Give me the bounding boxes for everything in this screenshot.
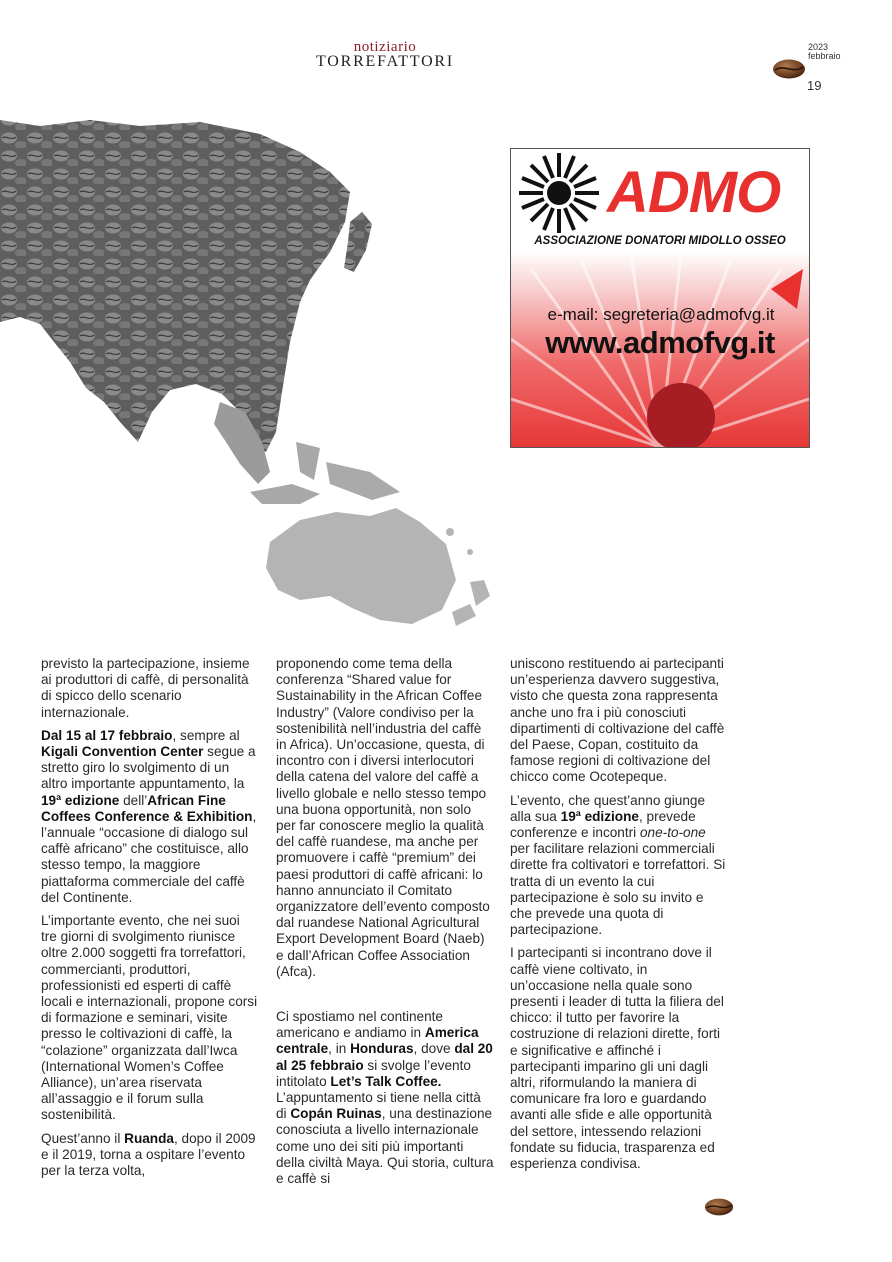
text: dell’ bbox=[119, 792, 148, 808]
paragraph bbox=[41, 1131, 259, 1180]
text: , l’annuale “occasione di dialogo sul caffè africano” che costituisce, allo stesso tempo, la maggiore piattaforma commerciale del caffè del Continente. bbox=[41, 808, 257, 905]
bold-text: Ruanda bbox=[124, 1130, 174, 1146]
text: previsto la partecipazione, insieme ai produttori di caffè, di personalità di spicco dello scenario internazionale. bbox=[41, 656, 250, 720]
text: I partecipanti si incontrano dove il caffè viene coltivato, in un’occasione nella quale sono presenti i leader di tutta la filiera del chicco: il tutto per favorire la costruzione di relazioni dirette, forti e significative e affinché i partecipanti imparino gli uni dagli altri, riformulando la maniera di comunicare fra loro e guardando avanti alle sfide e alle opportunità del settore, intessendo relazioni fondate su fiducia, trasparenza ed esperienza condivisa. bbox=[510, 945, 724, 1172]
paragraph bbox=[510, 945, 726, 1172]
article-column-1 bbox=[41, 656, 259, 1186]
text: , dopo il 2009 e il 2019, torna a ospitare l’evento per la terza volta, bbox=[41, 1130, 256, 1179]
bold-text: African Fine Coffees Conference & Exhibition bbox=[41, 792, 253, 824]
masthead-top: notiziario bbox=[353, 39, 417, 55]
admo-advertisement[interactable] bbox=[510, 148, 810, 448]
paragraph bbox=[510, 793, 726, 939]
coffee-bean-icon bbox=[772, 58, 806, 80]
admo-association: ASSOCIAZIONE DONATORI MIDOLLO OSSEO bbox=[534, 235, 786, 247]
paragraph bbox=[510, 656, 726, 786]
bold-text: 19ª edizione bbox=[560, 808, 639, 824]
paragraph bbox=[276, 656, 494, 980]
bold-text: 19ª edizione bbox=[41, 792, 120, 808]
text: uniscono restituendo ai partecipanti un’esperienza davvero suggestiva, visto che questa zona rappresenta anche uno fra i più conosciuti dipartimenti di coltivazione del caffè del Paese, Copan, costituito da famose regioni di coltivazione del chicco come Ocotepeque. bbox=[510, 656, 725, 785]
bold-text: America centrale bbox=[276, 1025, 479, 1057]
text: L’appuntamento si tiene nella città di bbox=[276, 1090, 481, 1122]
text: Quest’anno il bbox=[41, 1130, 125, 1146]
italic-text: one-to-one bbox=[639, 825, 706, 841]
text: , una destinazione conosciuta a livello internazionale come uno dei siti più importanti della civiltà Maya. Qui storia, cultura e caffè si bbox=[276, 1106, 494, 1187]
issue-date bbox=[808, 43, 841, 61]
issue-month: febbraio bbox=[808, 51, 841, 61]
admo-email[interactable]: e-mail: segreteria@admofvg.it bbox=[547, 305, 775, 324]
bold-text: Copán Ruinas bbox=[290, 1106, 382, 1122]
article-column-2 bbox=[276, 656, 494, 1194]
paragraph bbox=[276, 1009, 494, 1187]
text: , in bbox=[328, 1041, 351, 1057]
text: L’evento, che quest’anno giunge alla sua bbox=[510, 792, 706, 824]
coffee-bean-end-icon bbox=[704, 1197, 734, 1217]
admo-website[interactable]: www.admofvg.it bbox=[545, 325, 775, 360]
admo-logo: ADMO bbox=[607, 160, 781, 225]
text: , sempre al bbox=[172, 727, 240, 743]
world-map-image bbox=[0, 112, 520, 632]
paragraph bbox=[41, 728, 259, 906]
text: L’importante evento, che nei suoi tre giorni di svolgimento riunisce oltre 2.000 soggetti fra torrefattori, commercianti, produttori, professionisti ed esperti di caffè locali e internazionali, propone corsi di formazione e seminari, visite presso le coltivazioni di caffè, la “colazione” organizzata dall’Iwca (International Women’s Coffee Alliance), un’area riservata all’assaggio e il forum sulla sostenibilità. bbox=[41, 913, 258, 1123]
bold-text: Honduras bbox=[350, 1041, 414, 1057]
paragraph bbox=[41, 913, 259, 1124]
text: segue a stretto giro lo svolgimento di un altro importante appuntamento, la bbox=[41, 744, 256, 792]
text: Ci spostiamo nel continente americano e andiamo in bbox=[276, 1009, 443, 1041]
text: per facilitare relazioni commerciali dirette fra coltivatori e torrefattori. Si tratta di un evento la cui partecipazione è solo su invito e che prevede una quota di partecipazione. bbox=[510, 841, 726, 938]
masthead-title: TORREFATTORI bbox=[315, 53, 455, 70]
paragraph bbox=[41, 656, 259, 721]
bold-text: Let’s Talk Coffee. bbox=[330, 1073, 442, 1089]
issue-year: 2023 bbox=[808, 42, 829, 52]
text: , dove bbox=[413, 1041, 455, 1057]
masthead bbox=[290, 40, 480, 70]
page-number: 19 bbox=[807, 78, 822, 93]
bold-text: dal 20 al 25 febbraio bbox=[276, 1041, 493, 1073]
section-gap bbox=[276, 987, 494, 1009]
text: , prevede conferenze e incontri bbox=[510, 808, 696, 841]
text: si svolge l’evento intitolato bbox=[276, 1057, 471, 1089]
bold-text: Dal 15 al 17 febbraio bbox=[41, 727, 173, 743]
text: proponendo come tema della conferenza “Shared value for Sustainability in the African Coffee Industry” (Valore condiviso per la sostenibilità nell’industria del caffè in Africa). Un’occasione, questa, di incontro con i diversi interlocutori della catena del valore del caffè a livello globale e nello stesso tempo una buona opportunità, non solo per far conoscere meglio la qualità del caffè ruandese, ma anche per promuovere i caffè “premium” dei paesi produttori di caffè africani: lo hanno annunciato il Comitato organizzatore dell’evento composto dal ruandese National Agricultural Export Development Board (Naeb) e dall’African Coffee Association (Afca). bbox=[276, 656, 490, 979]
bold-text: Kigali Convention Center bbox=[41, 744, 204, 760]
article-column-3 bbox=[510, 656, 726, 1179]
